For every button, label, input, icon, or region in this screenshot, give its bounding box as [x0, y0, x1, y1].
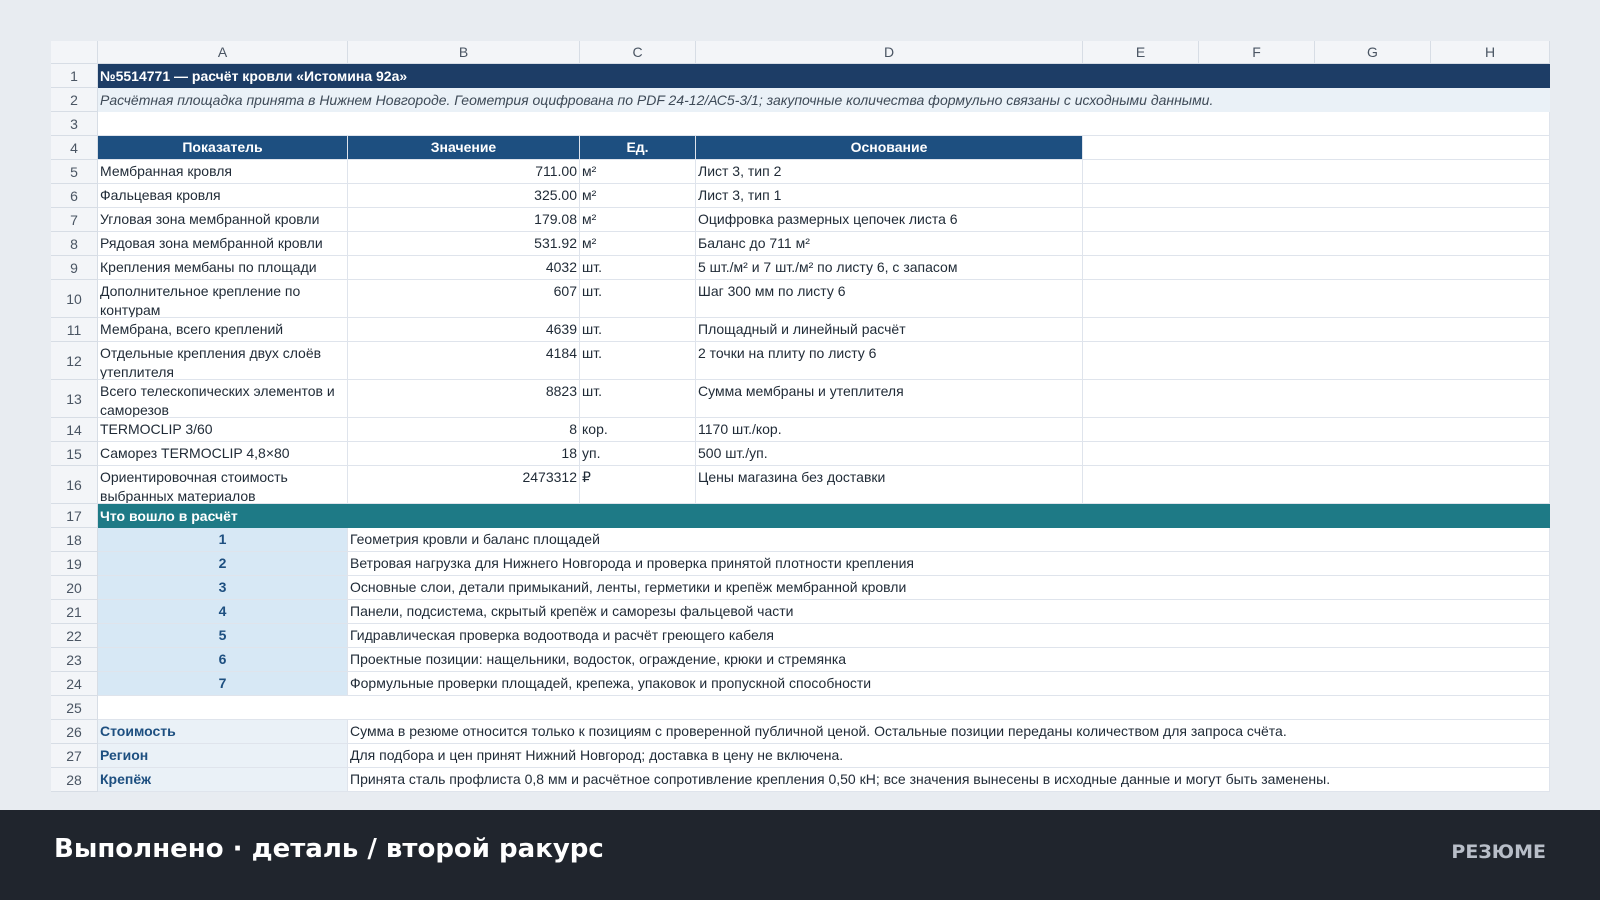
indicator-cell[interactable]: Рядовая зона мембранной кровли	[98, 232, 348, 256]
value-cell[interactable]: 18	[348, 442, 580, 466]
item-text[interactable]: Гидравлическая проверка водоотвода и расчёт греющего кабеля	[348, 624, 1550, 648]
item-index[interactable]: 1	[98, 528, 348, 552]
row-number[interactable]: 23	[51, 648, 98, 672]
table-row	[51, 380, 1550, 418]
indicator-cell[interactable]: Угловая зона мембранной кровли	[98, 208, 348, 232]
note-label[interactable]: Стоимость	[98, 720, 348, 744]
item-index[interactable]: 7	[98, 672, 348, 696]
unit-cell[interactable]: кор.	[580, 418, 696, 442]
basis-cell[interactable]: Лист 3, тип 2	[696, 160, 1083, 184]
indicator-cell[interactable]: Ориентировочная стоимость выбранных материалов	[98, 466, 348, 504]
sheet-row	[51, 504, 1550, 528]
indicator-cell[interactable]: Мембранная кровля	[98, 160, 348, 184]
item-text[interactable]: Панели, подсистема, скрытый крепёж и саморезы фальцевой части	[348, 600, 1550, 624]
notes-list	[51, 720, 1550, 792]
value-cell[interactable]: 4032	[348, 256, 580, 280]
table-row	[51, 184, 1550, 208]
empty-cell[interactable]	[1083, 418, 1550, 442]
row-number[interactable]: 5	[51, 160, 98, 184]
item-text[interactable]: Ветровая нагрузка для Нижнего Новгорода и проверка принятой плотности крепления	[348, 552, 1550, 576]
table-row	[51, 318, 1550, 342]
basis-cell[interactable]: Площадный и линейный расчёт	[696, 318, 1083, 342]
footer-title: Выполнено · деталь / второй ракурс	[54, 834, 604, 864]
item-index[interactable]: 4	[98, 600, 348, 624]
sheet-row	[51, 88, 1550, 112]
row-number[interactable]: 3	[51, 112, 98, 136]
row-number[interactable]: 15	[51, 442, 98, 466]
sheet-row	[51, 112, 1550, 136]
empty-cell[interactable]	[1083, 342, 1550, 380]
empty-cell[interactable]	[1083, 208, 1550, 232]
value-cell[interactable]: 2473312	[348, 466, 580, 504]
unit-cell[interactable]: уп.	[580, 442, 696, 466]
empty-cell[interactable]	[1083, 256, 1550, 280]
row-number[interactable]: 27	[51, 744, 98, 768]
list-item	[51, 672, 1550, 696]
header-basis[interactable]: Основание	[696, 136, 1083, 160]
calculation-table	[51, 160, 1550, 504]
sheet-row	[51, 64, 1550, 88]
header-indicator[interactable]: Показатель	[98, 136, 348, 160]
unit-cell[interactable]: шт.	[580, 380, 696, 418]
row-number[interactable]: 26	[51, 720, 98, 744]
row-number[interactable]: 28	[51, 768, 98, 792]
indicator-cell[interactable]: Мембрана, всего креплений	[98, 318, 348, 342]
basis-cell[interactable]: Сумма мембраны и утеплителя	[696, 380, 1083, 418]
column-header-d[interactable]: D	[696, 41, 1083, 64]
column-header-h[interactable]: H	[1431, 41, 1550, 64]
basis-cell[interactable]: 1170 шт./кор.	[696, 418, 1083, 442]
value-cell[interactable]: 4184	[348, 342, 580, 380]
unit-cell[interactable]: м²	[580, 184, 696, 208]
sheet-row	[51, 696, 1550, 720]
empty-cell[interactable]	[1083, 318, 1550, 342]
table-row	[51, 256, 1550, 280]
basis-cell[interactable]: 2 точки на плиту по листу 6	[696, 342, 1083, 380]
basis-cell[interactable]: Лист 3, тип 1	[696, 184, 1083, 208]
empty-cell[interactable]	[1083, 466, 1550, 504]
indicator-cell[interactable]: Дополнительное крепление по контурам	[98, 280, 348, 318]
row-number[interactable]: 20	[51, 576, 98, 600]
empty-cell[interactable]	[1083, 280, 1550, 318]
section-title[interactable]: Что вошло в расчёт	[98, 504, 1550, 528]
item-index[interactable]: 3	[98, 576, 348, 600]
row-number[interactable]: 9	[51, 256, 98, 280]
included-list	[51, 528, 1550, 696]
value-cell[interactable]: 711.00	[348, 160, 580, 184]
list-item	[51, 528, 1550, 552]
row-number[interactable]: 6	[51, 184, 98, 208]
sheet-title[interactable]: №5514771 — расчёт кровли «Истомина 92а»	[98, 64, 1550, 88]
empty-cell[interactable]	[98, 696, 1550, 720]
table-row	[51, 160, 1550, 184]
indicator-cell[interactable]: Всего телескопических элементов и саморезов	[98, 380, 348, 418]
note-row	[51, 720, 1550, 744]
list-item	[51, 576, 1550, 600]
list-item	[51, 648, 1550, 672]
item-text[interactable]: Формульные проверки площадей, крепежа, упаковок и пропускной способности	[348, 672, 1550, 696]
table-row	[51, 208, 1550, 232]
table-row	[51, 280, 1550, 318]
basis-cell[interactable]: Шаг 300 мм по листу 6	[696, 280, 1083, 318]
note-label[interactable]: Крепёж	[98, 768, 348, 792]
column-header-row	[51, 41, 1550, 64]
row-number[interactable]: 2	[51, 88, 98, 112]
row-number[interactable]: 8	[51, 232, 98, 256]
footer-bar	[0, 810, 1600, 900]
select-all-corner[interactable]	[51, 41, 98, 64]
row-number[interactable]: 12	[51, 342, 98, 380]
column-header-c[interactable]: C	[580, 41, 696, 64]
basis-cell[interactable]: 500 шт./уп.	[696, 442, 1083, 466]
empty-cell[interactable]	[1083, 232, 1550, 256]
empty-cell[interactable]	[1083, 442, 1550, 466]
item-index[interactable]: 6	[98, 648, 348, 672]
basis-cell[interactable]: 5 шт./м² и 7 шт./м² по листу 6, с запасом	[696, 256, 1083, 280]
header-value[interactable]: Значение	[348, 136, 580, 160]
spreadsheet	[51, 41, 1550, 792]
value-cell[interactable]: 8	[348, 418, 580, 442]
row-number[interactable]: 4	[51, 136, 98, 160]
item-index[interactable]: 5	[98, 624, 348, 648]
column-header-e[interactable]: E	[1083, 41, 1199, 64]
row-number[interactable]: 24	[51, 672, 98, 696]
row-number[interactable]: 17	[51, 504, 98, 528]
unit-cell[interactable]: ₽	[580, 466, 696, 504]
note-text[interactable]: Принята сталь профлиста 0,8 мм и расчётное сопротивление крепления 0,50 кН; все значения вынесены в исходные данные и могут быть заменены.	[348, 768, 1550, 792]
table-header-row	[51, 136, 1550, 160]
row-number[interactable]: 1	[51, 64, 98, 88]
indicator-cell[interactable]: Отдельные крепления двух слоёв утеплителя	[98, 342, 348, 380]
value-cell[interactable]: 8823	[348, 380, 580, 418]
table-row	[51, 442, 1550, 466]
row-number[interactable]: 18	[51, 528, 98, 552]
table-row	[51, 232, 1550, 256]
row-number[interactable]: 14	[51, 418, 98, 442]
note-text[interactable]: Сумма в резюме относится только к позициям с проверенной публичной ценой. Остальные позиции переданы количеством для запроса счёта.	[348, 720, 1550, 744]
value-cell[interactable]: 4639	[348, 318, 580, 342]
row-number[interactable]: 11	[51, 318, 98, 342]
note-label[interactable]: Регион	[98, 744, 348, 768]
empty-cell[interactable]	[1083, 380, 1550, 418]
indicator-cell[interactable]: Фальцевая кровля	[98, 184, 348, 208]
row-number[interactable]: 25	[51, 696, 98, 720]
column-header-b[interactable]: B	[348, 41, 580, 64]
row-number[interactable]: 10	[51, 280, 98, 318]
row-number[interactable]: 22	[51, 624, 98, 648]
row-number[interactable]: 19	[51, 552, 98, 576]
table-row	[51, 466, 1550, 504]
indicator-cell[interactable]: Саморез TERMOCLIP 4,8×80	[98, 442, 348, 466]
note-text[interactable]: Для подбора и цен принят Нижний Новгород; доставка в цену не включена.	[348, 744, 1550, 768]
unit-cell[interactable]: шт.	[580, 256, 696, 280]
item-text[interactable]: Основные слои, детали примыканий, ленты, герметики и крепёж мембранной кровли	[348, 576, 1550, 600]
unit-cell[interactable]: шт.	[580, 280, 696, 318]
item-text[interactable]: Геометрия кровли и баланс площадей	[348, 528, 1550, 552]
indicator-cell[interactable]: Крепления мембаны по площади	[98, 256, 348, 280]
header-unit[interactable]: Ед.	[580, 136, 696, 160]
table-row	[51, 418, 1550, 442]
unit-cell[interactable]: м²	[580, 160, 696, 184]
item-text[interactable]: Проектные позиции: нащельники, водосток, ограждение, крюки и стремянка	[348, 648, 1550, 672]
indicator-cell[interactable]: TERMOCLIP 3/60	[98, 418, 348, 442]
unit-cell[interactable]: м²	[580, 232, 696, 256]
sheet-note[interactable]: Расчётная площадка принята в Нижнем Новгороде. Геометрия оцифрована по PDF 24-12/АС5-3/1; закупочные количества формульно связаны с исходными данными.	[98, 88, 1550, 112]
unit-cell[interactable]: м²	[580, 208, 696, 232]
value-cell[interactable]: 325.00	[348, 184, 580, 208]
row-number[interactable]: 7	[51, 208, 98, 232]
empty-cell[interactable]	[1083, 160, 1550, 184]
empty-cell[interactable]	[1083, 136, 1550, 160]
basis-cell[interactable]: Цены магазина без доставки	[696, 466, 1083, 504]
note-row	[51, 744, 1550, 768]
table-row	[51, 342, 1550, 380]
unit-cell[interactable]: шт.	[580, 318, 696, 342]
basis-cell[interactable]: Оцифровка размерных цепочек листа 6	[696, 208, 1083, 232]
row-number[interactable]: 21	[51, 600, 98, 624]
row-number[interactable]: 13	[51, 380, 98, 418]
list-item	[51, 624, 1550, 648]
empty-cell[interactable]	[98, 112, 1550, 136]
list-item	[51, 600, 1550, 624]
row-number[interactable]: 16	[51, 466, 98, 504]
item-index[interactable]: 2	[98, 552, 348, 576]
list-item	[51, 552, 1550, 576]
column-header-f[interactable]: F	[1199, 41, 1315, 64]
summary-link[interactable]: РЕЗЮМЕ	[1451, 841, 1546, 863]
column-header-a[interactable]: A	[98, 41, 348, 64]
note-row	[51, 768, 1550, 792]
basis-cell[interactable]: Баланс до 711 м²	[696, 232, 1083, 256]
column-header-g[interactable]: G	[1315, 41, 1431, 64]
value-cell[interactable]: 531.92	[348, 232, 580, 256]
value-cell[interactable]: 607	[348, 280, 580, 318]
value-cell[interactable]: 179.08	[348, 208, 580, 232]
empty-cell[interactable]	[1083, 184, 1550, 208]
unit-cell[interactable]: шт.	[580, 342, 696, 380]
